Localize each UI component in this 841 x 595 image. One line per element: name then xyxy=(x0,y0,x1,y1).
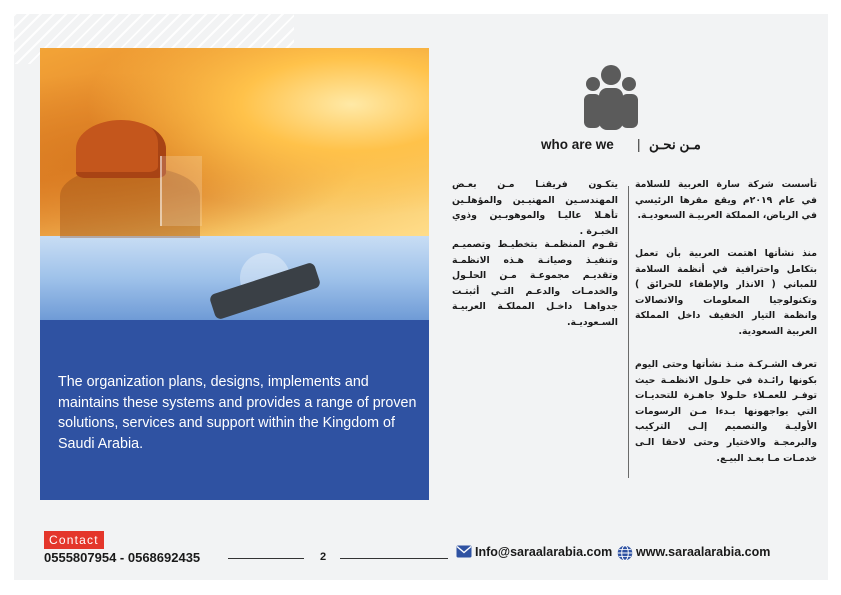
heading-separator: | xyxy=(637,137,641,152)
arabic-paragraph-founding: تأسست شركة سارة العربية للسلامة في عام ٢٠١٩م ويقع مقرها الرئيسي في الرياض، المملكة العربيـة السعوديـة. xyxy=(635,179,818,222)
page-number: 2 xyxy=(320,551,327,563)
arabic-paragraph-focus: منذ نشأتها اهتمت العربية بأن تعمل بتكامل واحترافية في أنظمة السلامة للمباني ( الانذار والإطفاء للحرائق ) وتكنولوجيا المعلومات والاتصالات وانظمة التيار الخفيف داخل المملكة العربية السعودية. xyxy=(635,248,817,337)
arabic-paragraph-services: تقـوم المنظمـة بتخطيـط وتصميـم وتنفيـذ وصيانـة هـذه الانظمـة وتقديـم مجموعـة مـن الحلـول والخدمـات والدعـم التـي أثبتـت جدواهـا داخـل المملكـة العربيـة السـعوديـة. xyxy=(452,239,618,328)
email-link[interactable]: Info@saraalarabia.com xyxy=(475,545,613,559)
globe-icon xyxy=(617,545,633,561)
people-group-icon xyxy=(584,64,638,130)
heading-english: who are we xyxy=(541,137,614,152)
phone-numbers[interactable]: 0555807954 - 0568692435 xyxy=(44,550,201,565)
contact-label: Contact xyxy=(44,531,104,549)
arabic-paragraph-leadership: تعرف الشـركـة منـذ نشأتها وحتى اليوم بكونها رائـدة في حلـول الانظمـة حيث توفـر للعمـلاء حلـولا جاهـزة للتحديـات التي يواجهونها بـدءا مـن الرسومات الأوليـة والتصميم إلـى التركيب والبرمجـة والاختيار وحتى لاحقا الـى خدمـات مـا بعـد البيـع. xyxy=(635,359,817,464)
arabic-paragraph-team: يتكـون فريقنـا مـن بعـض المهندسـين المهنيـين والمؤهلـين تأهـلا عاليـا والموهوبـين وذوي الخبـرة . xyxy=(452,179,618,237)
website-link[interactable]: www.saraalarabia.com xyxy=(636,545,771,559)
helmet-visor xyxy=(160,156,202,226)
intro-panel xyxy=(40,320,429,500)
section-heading xyxy=(541,137,711,157)
envelope-icon xyxy=(456,545,472,558)
heading-arabic: مـن نحـن xyxy=(649,137,701,152)
footer-rule-left xyxy=(228,558,304,559)
firefighters-photo xyxy=(40,48,429,320)
footer-rule-right xyxy=(340,558,448,559)
column-divider xyxy=(628,186,629,478)
firefighter-helmet xyxy=(76,120,166,178)
intro-text: The organization plans, designs, implements and maintains these systems and provides a range of proven solutions, services and support within the Kingdom of Saudi Arabia. xyxy=(58,374,417,452)
